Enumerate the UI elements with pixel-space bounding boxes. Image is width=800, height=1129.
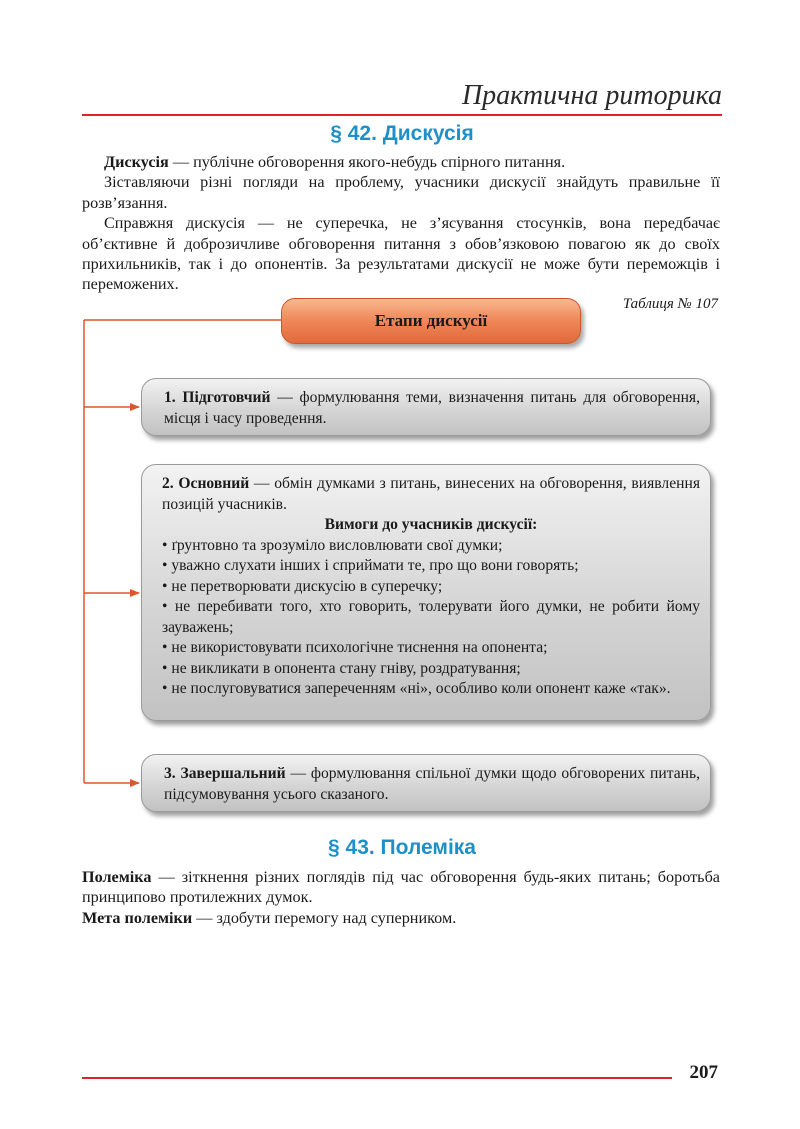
stage-1-text: — формулювання теми, визначення питань для обговорення, місця і часу проведення. bbox=[164, 389, 700, 427]
footer-rule bbox=[82, 1077, 672, 1079]
requirement-item: • уважно слухати інших і сприймати те, про що вони говорять; bbox=[162, 557, 579, 574]
requirement-item: • не послуговуватися запереченням «ні», особливо коли опонент каже «так». bbox=[162, 680, 671, 697]
stage-2-term: 2. Основний bbox=[162, 475, 250, 492]
requirements-title: Вимоги до учасників дискусії: bbox=[324, 516, 538, 533]
stage-box-final bbox=[141, 754, 711, 812]
requirement-item: • не викликати в опонента стану гніву, роздратування; bbox=[162, 659, 521, 677]
page-number: 207 bbox=[689, 1062, 718, 1083]
requirement-item: • не використовувати психологічне тиснення на опонента; bbox=[162, 639, 548, 656]
section-43-heading: § 43. Полеміка bbox=[328, 836, 476, 859]
requirement-item: • ґрунтовно та зрозуміло висловлювати свої думки; bbox=[162, 536, 503, 554]
stage-2-intro bbox=[162, 474, 700, 515]
section-42-body bbox=[82, 152, 720, 295]
table-caption: Таблиця № 107 bbox=[622, 296, 718, 312]
paragraph-3: Справжня дискусія — не суперечка, не з’ясування стосунків, вона передбачає об’єктивне й доброзичливе обговорення питання з обов’язковою повагою як до своїх прихильників, так і до опонентів. За результатами дискусії не може бути переможців і переможених. bbox=[82, 214, 720, 294]
term-polemic: Полеміка bbox=[82, 868, 152, 886]
stage-box-preparatory bbox=[141, 378, 711, 436]
paragraph-polemic-goal bbox=[82, 908, 720, 928]
term-polemic-goal: Мета полеміки bbox=[82, 908, 193, 927]
requirement-item: • не перебивати того, хто говорить, толерувати його думки, не робити йому зауважень; bbox=[162, 598, 700, 636]
requirement-item: • не перетворювати дискусію в суперечку; bbox=[162, 577, 443, 595]
term-discussion: Дискусія bbox=[104, 153, 169, 171]
paragraph-polemic-definition bbox=[82, 867, 720, 908]
definition-text: — публічне обговорення якого-небудь спірного питання. bbox=[168, 153, 566, 171]
polemic-goal-text: — здобути перемогу над суперником. bbox=[192, 908, 457, 927]
stage-3-term: 3. Завершальний bbox=[164, 765, 286, 782]
paragraph-2: Зіставляючи різні погляди на проблему, учасники дискусії знайдуть правильне її розв’язання. bbox=[82, 173, 720, 212]
stage-3-text: — формулювання спільної думки щодо обговорених питань, підсумовування усього сказаного. bbox=[164, 765, 701, 803]
section-43-body bbox=[82, 867, 720, 928]
header-rule bbox=[82, 114, 722, 116]
stage-box-main bbox=[141, 464, 711, 721]
table-title-pill: Етапи дискусії bbox=[281, 298, 581, 344]
section-42-heading: § 42. Дискусія bbox=[330, 122, 474, 145]
running-header-title: Практична риторика bbox=[461, 80, 722, 111]
polemic-definition-text: — зіткнення різних поглядів під час обговорення будь-яких питань; боротьба принципово протилежних думок. bbox=[82, 868, 720, 907]
stage-2-text: — обмін думками з питань, винесених на обговорення, виявлення позицій учасників. bbox=[162, 475, 700, 513]
paragraph-definition bbox=[82, 152, 720, 172]
stage-1-term: 1. Підготовчий bbox=[164, 389, 271, 406]
